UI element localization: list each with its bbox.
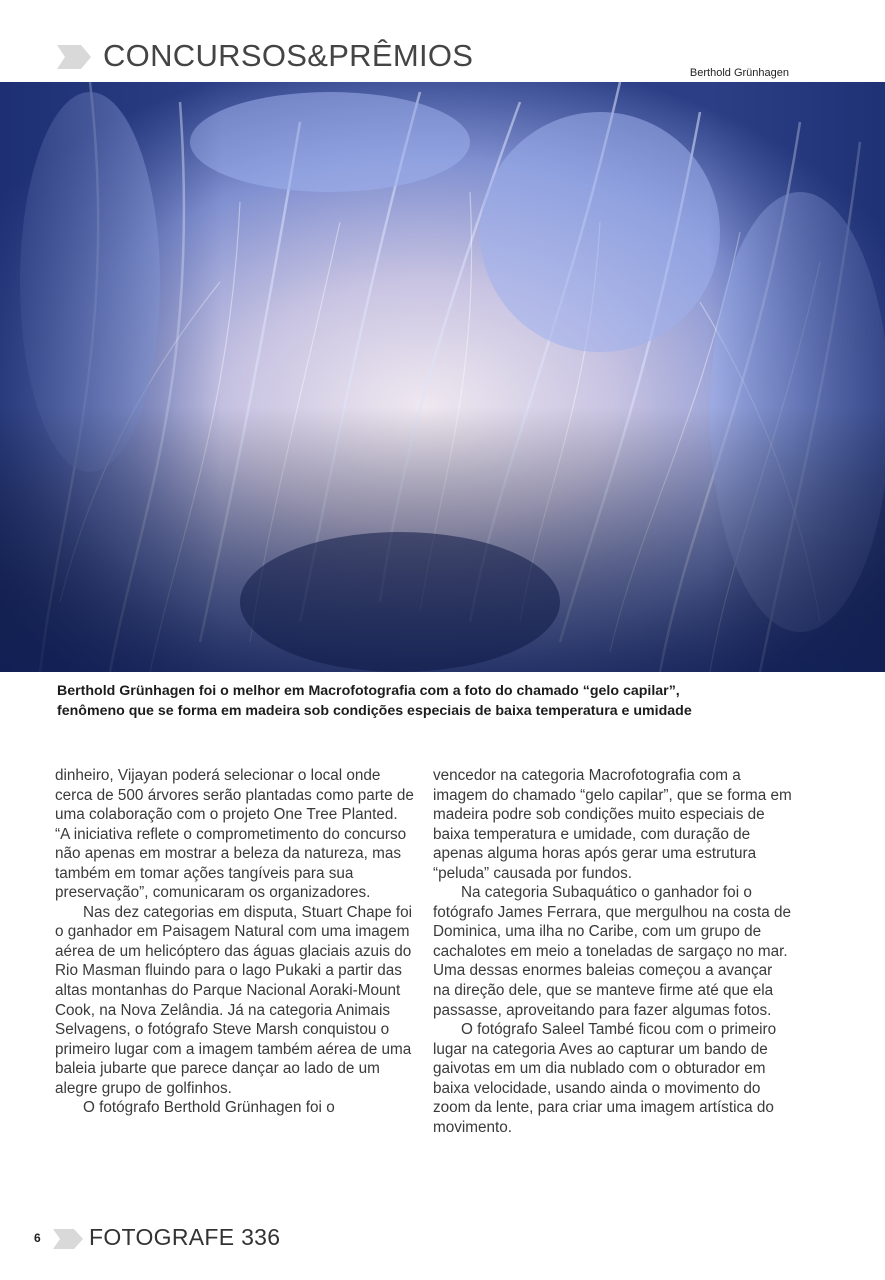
magazine-title: FOTOGRAFE 336 (89, 1224, 281, 1250)
photo-credit: Berthold Grünhagen (689, 67, 789, 79)
footer-arrow-icon (53, 1229, 83, 1249)
section-title: CONCURSOS&PRÊMIOS (103, 38, 474, 73)
hero-photo (0, 82, 885, 672)
paragraph: O fotógrafo Saleel També ficou com o primeiro lugar na categoria Aves ao capturar um bando de gaivotas em um dia nublado com o obturador em baixa velocidade, usando ainda o movimento do zoom da lente, para criar uma imagem artística do movimento. (433, 1021, 777, 1136)
page-footer (0, 1222, 885, 1262)
paragraph: Na categoria Subaquático o ganhador foi o fotógrafo James Ferrara, que mergulhou na costa de Dominica, uma ilha no Caribe, com um grupo de cachalotes em meio a toneladas de sargaço no mar. Uma dessas enormes baleias começou a avançar na direção dele, que se manteve firme até que ela passasse, aproveitando para fazer algumas fotos. (433, 884, 791, 1019)
paragraph: Nas dez categorias em disputa, Stuart Chape foi o ganhador em Paisagem Natural com uma imagem aérea de um helicóptero das águas glaciais azuis do Rio Masman fluindo para o lago Pukaki a partir das altas montanhas do Parque Nacional Aoraki-Mount Cook, na Nova Zelândia. Já na categoria Animais Selvagens, o fotógrafo Steve Marsh conquistou o primeiro lugar com a imagem também aérea de uma baleia jubarte que parece dançar ao lado de um alegre grupo de golfinhos. (55, 903, 413, 1097)
photo-caption (57, 681, 797, 721)
ice-hair-macro-photo (0, 82, 885, 672)
article-column-right (433, 766, 793, 1137)
caption-line: Berthold Grünhagen foi o melhor em Macrofotografia com a foto do chamado “gelo capilar”, (57, 683, 680, 699)
page-header (0, 0, 885, 82)
page-number: 6 (34, 1231, 41, 1245)
paragraph: dinheiro, Vijayan poderá selecionar o local onde cerca de 500 árvores serão plantadas como parte de uma colaboração com o projeto One Tree Planted. “A iniciativa reflete o comprometimento do concurso não apenas em mostrar a beleza da natureza, mas também em tomar ações tangíveis para sua preservação”, comunicaram os organizadores. (55, 767, 414, 902)
article-column-left (55, 766, 415, 1118)
caption-line: fenômeno que se forma em madeira sob condições especiais de baixa temperatura e umidade (57, 703, 692, 719)
section-arrow-icon (57, 45, 91, 69)
paragraph: O fotógrafo Berthold Grünhagen foi o (83, 1099, 335, 1117)
paragraph: vencedor na categoria Macrofotografia com a imagem do chamado “gelo capilar”, que se forma em madeira podre sob condições muito especiais de baixa temperatura e umidade, com duração de apenas alguma horas após gerar uma estrutura “peluda” causada por fundos. (433, 767, 792, 882)
